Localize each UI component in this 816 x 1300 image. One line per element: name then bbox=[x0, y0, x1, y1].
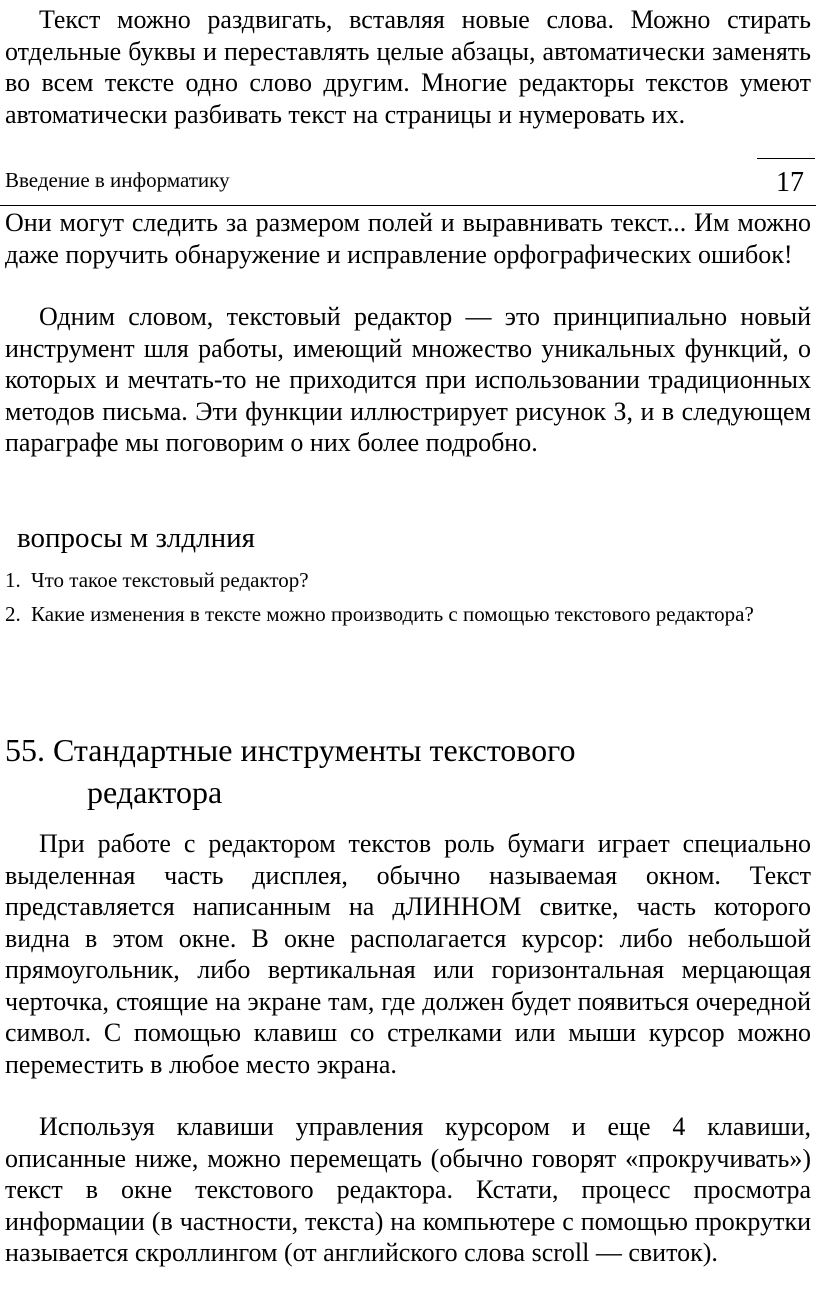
question-item bbox=[5, 565, 811, 596]
section-title-line2: редактора bbox=[87, 774, 223, 810]
paragraph-summary: Одним словом, текстовый редактор — это принципиально новый инструмент шля работы, имеющий множество уникальных функций, о которых и мечтать-то не приходится при использовании традиционных методов письма. Эти функции иллюстрирует рисунок З, и в следующем параграфе мы поговорим о них более подробно. bbox=[5, 302, 811, 457]
header-rule bbox=[0, 205, 816, 206]
running-title: Введение в информатику bbox=[5, 168, 230, 192]
paragraph-scrolling: Используя клавиши управления курсором и еще 4 клавиши, описанные ниже, можно перемещать (обычно говорят «прокручивать») текст в окне текстового редактора. Кстати, процесс просмотра информации (в частности, текста) на компьютере с помощью прокрутки называется скроллингом (от английского слова scroll — свиток). bbox=[5, 1112, 811, 1267]
paragraph-intro: Текст можно раздвигать, вставляя новые слова. Можно стирать отдельные буквы и переставлять целые абзацы, автоматически заменять во всем тексте одно слово другим. Многие редакторы текстов умеют автоматически разбивать текст на страницы и нумеровать их. bbox=[5, 5, 811, 129]
header-rule-short bbox=[757, 158, 815, 159]
section-title bbox=[5, 729, 811, 813]
question-item bbox=[5, 599, 811, 630]
question-number: 1. bbox=[5, 568, 21, 592]
paragraph-window-cursor: При работе с редактором текстов роль бумаги играет специально выделенная часть дисплея, обычно называемая окном. Текст представляется написанным на дЛИННОМ свитке, часть которого видна в этом окне. В окне располагается курсор: либо небольшой прямоугольник, либо вертикальная или горизонтальная мерцающая черточка, стоящие на экране там, где должен будет появиться очередной символ. С помощью клавиш со стрелками или мыши курсор можно переместить в любое место экрана. bbox=[5, 829, 811, 1079]
questions-heading: вопросы м злдлния bbox=[17, 522, 255, 554]
section-title-line1: 55. Стандартные инструменты текстового bbox=[5, 732, 576, 768]
question-text: Какие изменения в тексте можно производить с помощью текстового редактора? bbox=[31, 602, 754, 626]
paragraph-continued: Они могут следить за размером полей и выравнивать текст... Им можно даже поручить обнаружение и исправление орфографических ошибок! bbox=[5, 208, 811, 269]
question-text: Что такое текстовый редактор? bbox=[31, 568, 309, 592]
page-number: 17 bbox=[776, 167, 804, 198]
question-number: 2. bbox=[5, 602, 21, 626]
